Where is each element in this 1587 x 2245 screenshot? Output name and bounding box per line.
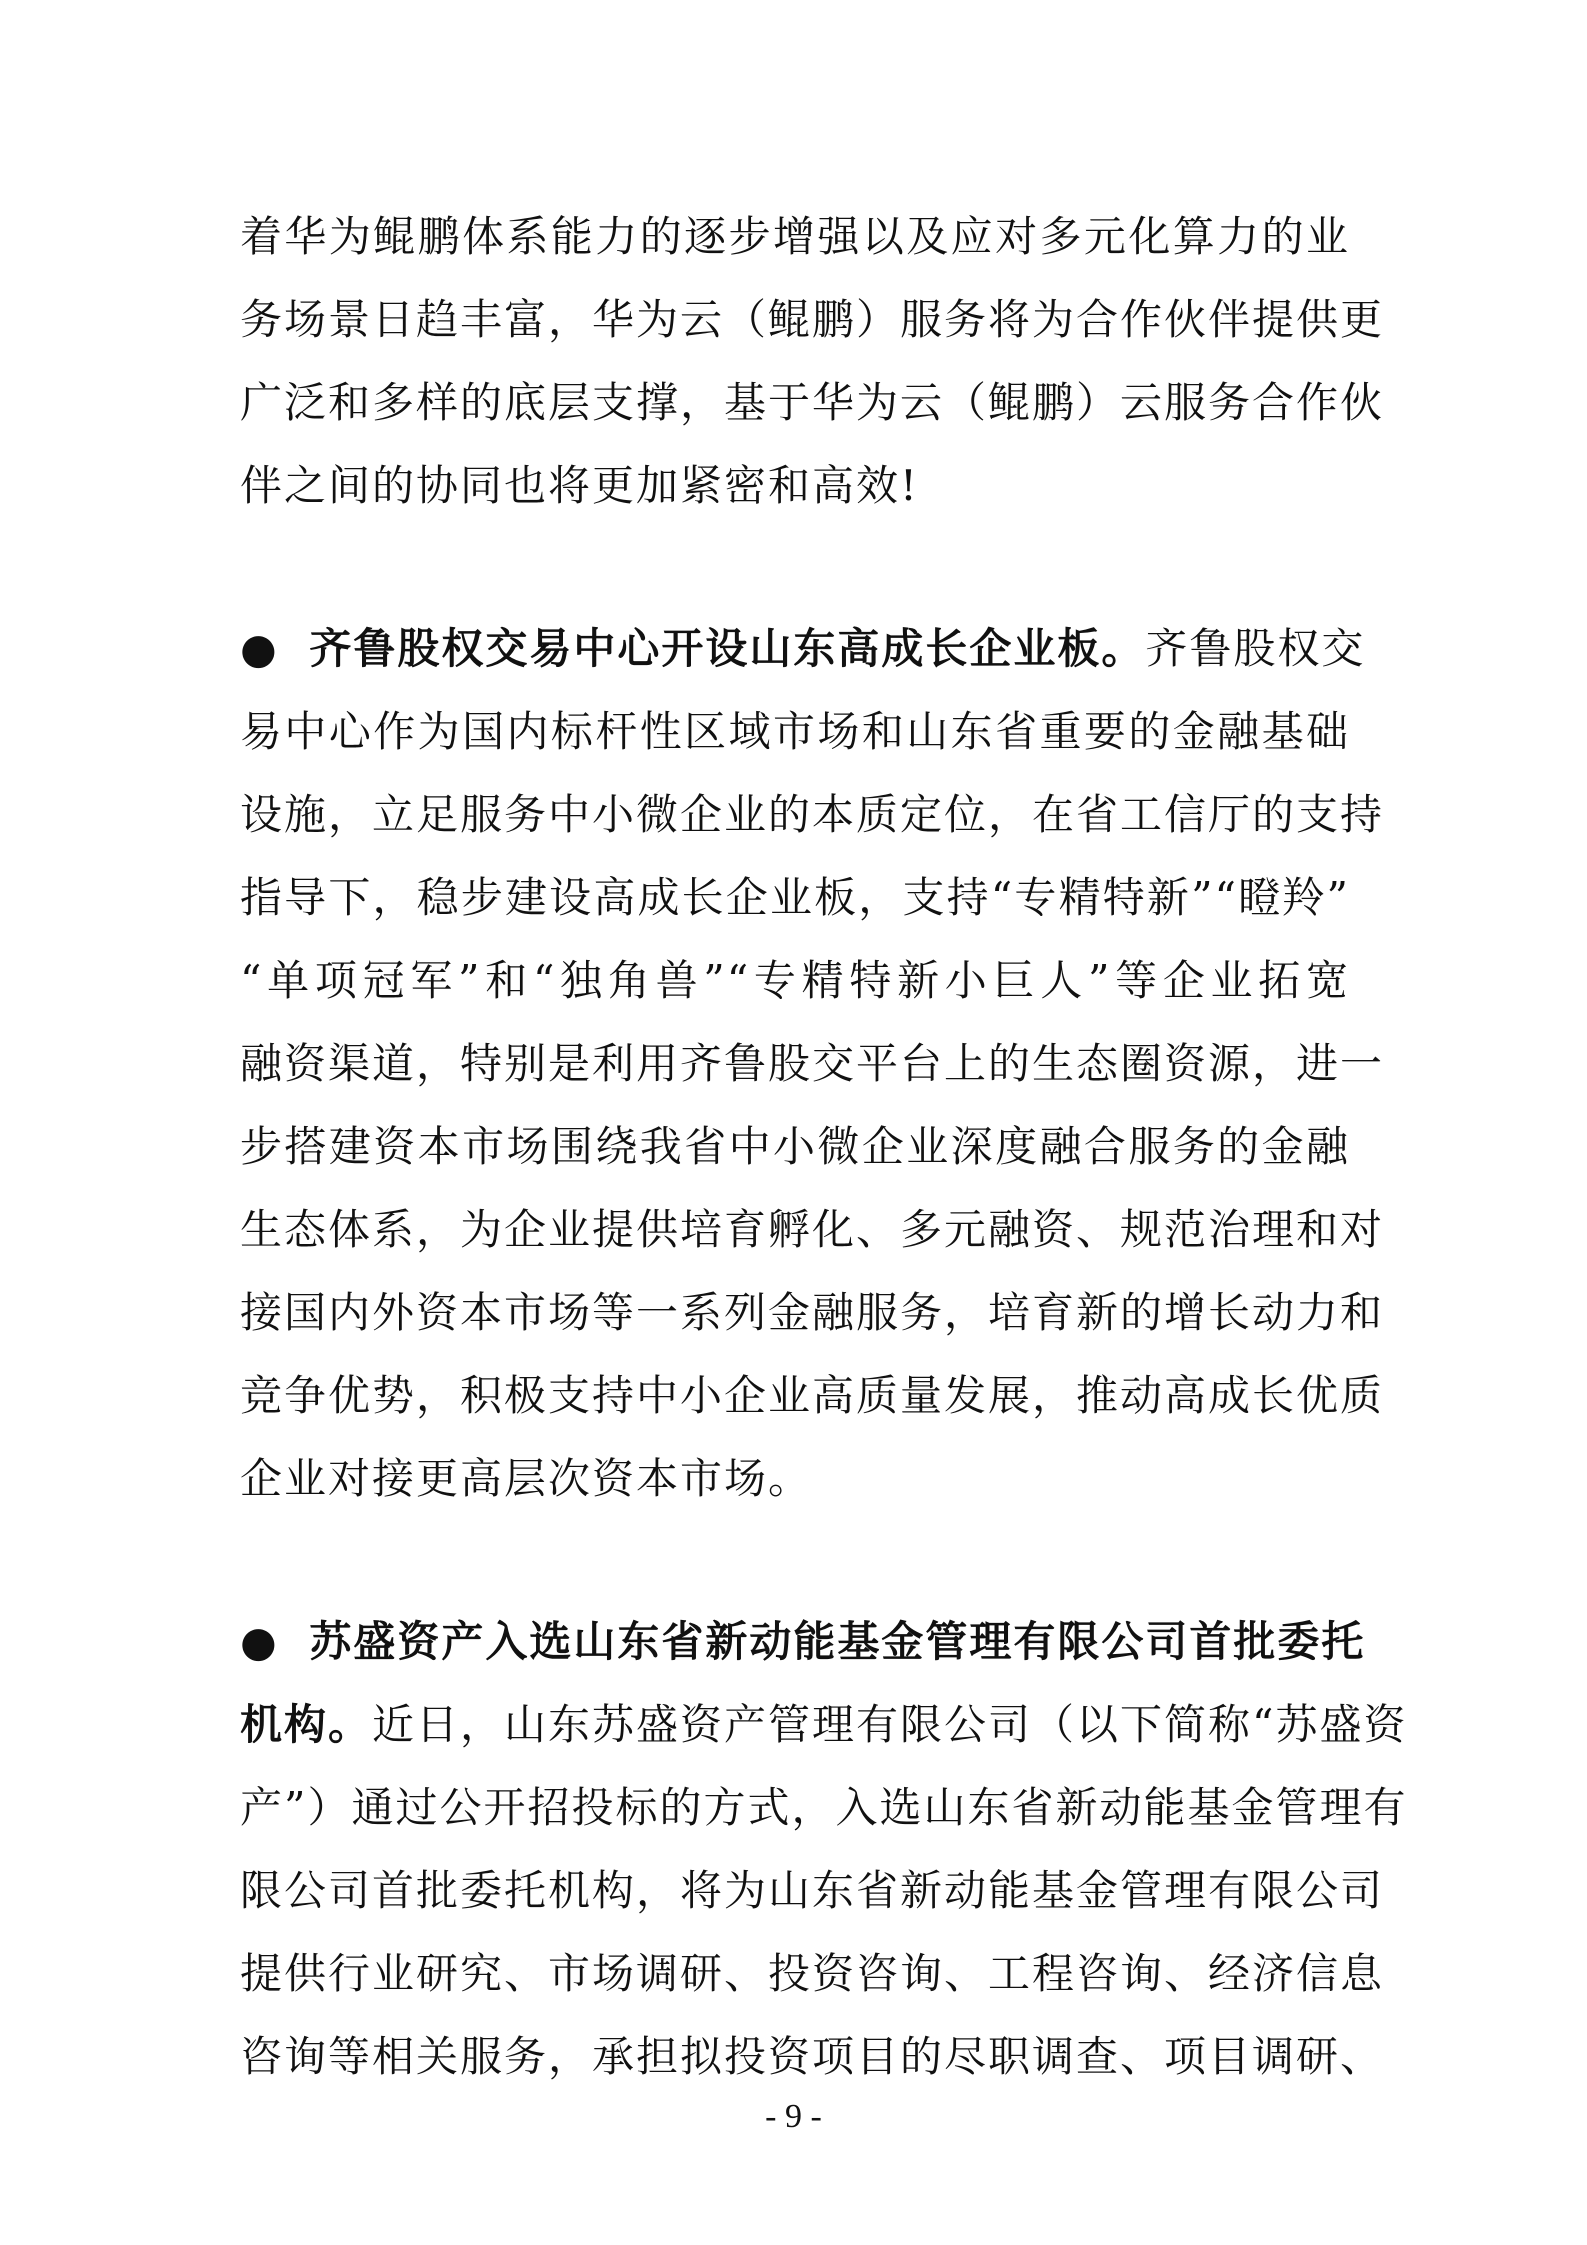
text-line: 接国内外资本市场等一系列金融服务，培育新的增长动力和 [240,1288,1385,1337]
item-first-line [240,607,1366,690]
item-title: 苏盛资产入选山东省新动能基金管理有限公司首批委托 [309,1617,1366,1666]
text-line: 伴之间的协同也将更加紧密和高效! [240,461,919,510]
item-title-end: 机构。 [240,1700,373,1749]
bullet-icon: ● [240,624,279,673]
text-line: 融资渠道，特别是利用齐鲁股交平台上的生态圈资源，进一 [240,1039,1385,1088]
item-title: 齐鲁股权交易中心开设山东高成长企业板。 [309,624,1146,673]
text-line: 咨询等相关服务，承担拟投资项目的尽职调查、项目调研、 [240,2032,1385,2081]
bullet-icon: ● [240,1617,279,1666]
text-line: 限公司首批委托机构，将为山东省新动能基金管理有限公司 [240,1866,1385,1915]
text-line: 着华为鲲鹏体系能力的逐步增强以及应对多元化算力的业 [240,212,1350,261]
text-line: “单项冠军”和“独角兽”“专精特新小巨人”等企业拓宽 [240,956,1350,1005]
text-line: 竞争优势，积极支持中小企业高质量发展，推动高成长优质 [240,1371,1385,1420]
paragraph-gap [240,527,1350,607]
paragraph-gap [240,1520,1350,1600]
text-line: 设施，立足服务中小微企业的本质定位，在省工信厅的支持 [240,790,1385,839]
item-text: 近日，山东苏盛资产管理有限公司（以下简称“苏盛资 [372,1700,1408,1749]
text-line: 企业对接更高层次资本市场。 [240,1454,813,1503]
page-number: - 9 - [765,2098,822,2135]
text-line: 步搭建资本市场围绕我省中小微企业深度融合服务的金融 [240,1122,1350,1171]
text-line: 提供行业研究、市场调研、投资咨询、工程咨询、经济信息 [240,1949,1385,1998]
item-second-line [240,1683,1408,1766]
document-body [240,195,1408,2098]
news-item-qilu [240,607,1385,1520]
text-line: 指导下，稳步建设高成长企业板，支持“专精特新”“瞪羚” [240,873,1350,922]
item-first-line [240,1600,1366,1683]
text-line: 广泛和多样的底层支撑，基于华为云（鲲鹏）云服务合作伙 [240,378,1385,427]
text-line: 易中心作为国内标杆性区域市场和山东省重要的金融基础 [240,707,1350,756]
item-text: 齐鲁股权交 [1145,624,1366,673]
text-line: 务场景日趋丰富，华为云（鲲鹏）服务将为合作伙伴提供更 [240,295,1385,344]
text-line: 产”）通过公开招投标的方式，入选山东省新动能基金管理有 [240,1783,1408,1832]
intro-paragraph [240,195,1385,527]
text-line: 生态体系，为企业提供培育孵化、多元融资、规范治理和对 [240,1205,1385,1254]
news-item-susheng [240,1600,1408,2098]
